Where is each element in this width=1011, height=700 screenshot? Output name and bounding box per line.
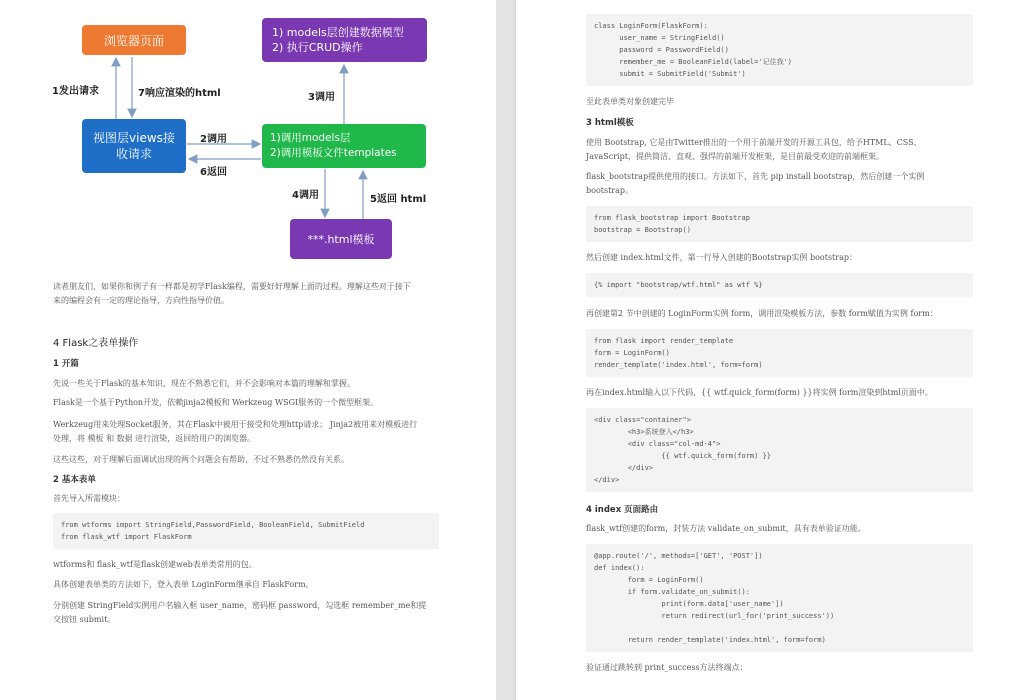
browser-page-box: 浏览器页面 — [82, 25, 186, 55]
s3-paragraph-2 — [586, 170, 924, 198]
label-call-4: 4调用 — [292, 190, 319, 201]
code-line: </div> — [594, 464, 654, 472]
code-line: render_template('index.html', form=form) — [594, 361, 763, 369]
s2-paragraph-3: 具体创建表单类的方法如下，登入表单 LoginForm继承自 FlaskForm。 — [53, 580, 314, 589]
code-block-loginform — [586, 14, 973, 86]
s3-paragraph-5: 再在index.html输入以下代码，{{ wtf.quick_form(form) }}将实例 form渲染到html页面中。 — [586, 388, 933, 397]
code-block-html — [586, 408, 973, 492]
s3-p1-line-1: 使用 Bootstrap, 它是由Twitter推出的一个用于前端开发的开源工具包，给予HTML、CSS、 — [586, 138, 922, 147]
code-line: return render_template('index.html', form=form) — [594, 636, 826, 644]
label-return-html-5: 5返回 html — [370, 194, 427, 205]
views-layer-box — [82, 119, 186, 173]
s2-p4-line-1: 分别创建 StringField实例用户名输入框 user_name，密码框 password，勾选框 remember_me和提 — [53, 601, 427, 610]
code-line: from flask import render_template — [594, 337, 734, 345]
s2-p4-line-2: 交按钮 submit。 — [53, 615, 116, 624]
page-left — [0, 0, 496, 700]
code-line: user_name = StringField() — [594, 34, 725, 42]
code-line: def index(): — [594, 564, 645, 572]
code-line: @app.route('/', methods=['GET', 'POST']) — [594, 552, 763, 560]
label-call-3: 3调用 — [308, 92, 335, 103]
s3-paragraph-4: 再创建第2 节中创建的 LoginForm实例 form，调用渲染模板方法，参数 form赋值为实例 form： — [586, 309, 938, 318]
label-respond-html: 7响应渲染的html — [138, 88, 221, 99]
label-send-request: 1发出请求 — [52, 86, 99, 97]
process-box — [262, 124, 426, 168]
code-line: {% import "bootstrap/wtf.html" as wtf %} — [594, 281, 763, 289]
subsection-4-title: 4 index 页面路由 — [586, 505, 659, 515]
intro-line-1: 读者朋友们，如果你和例子有一样都是初学Flask编程，需要好好理解上面的过程。理解这些对于接下 — [53, 282, 411, 291]
code-block-render — [586, 329, 973, 377]
intro-line-2: 来的编程会有一定的理论指导，方向性指导价值。 — [53, 296, 229, 305]
code-line: form = LoginForm() — [594, 349, 670, 357]
section-4-title: 4 Flask之表单操作 — [53, 338, 139, 349]
code-block-import-template — [586, 273, 973, 297]
page-right — [516, 0, 1011, 700]
s3-p1-line-2: JavaScript，提供简洁、直观、强悍的前端开发框架，是目前最受欢迎的前端框架。 — [586, 152, 884, 161]
code-line: class LoginForm(FlaskForm): — [594, 22, 708, 30]
s3-paragraph-1 — [586, 136, 922, 164]
s1-paragraph-4: 这些这些，对于理解后面调试出现的两个问题会有帮助，不过不熟悉仍然没有关系。 — [53, 455, 349, 464]
code-line: if form.validate_on_submit(): — [594, 588, 750, 596]
s2-paragraph-4 — [53, 599, 426, 627]
code-line: from flask_bootstrap import Bootstrap — [594, 214, 750, 222]
models-line-1: 1) models层创建数据模型 — [272, 26, 404, 39]
subsection-3-title: 3 html模板 — [586, 118, 634, 128]
form-done-text: 至此表单类对象创建完毕 — [586, 97, 674, 106]
s1-paragraph-2: Flask是一个基于Python开发，依赖jinja2模板和 Werkzeug WSGI服务的一个微型框架。 — [53, 398, 379, 407]
code-block-bootstrap — [586, 206, 973, 242]
code-line: print(form.data['user_name']) — [594, 600, 784, 608]
label-return-6: 6返回 — [200, 167, 227, 178]
code-block-imports — [53, 513, 439, 549]
views-line-1: 视图层views接 — [93, 131, 175, 145]
code-line: <div class="col-md-4"> — [594, 440, 721, 448]
label-call-2: 2调用 — [200, 134, 227, 145]
s1-p3-line-1: Werkzeug用来处理Socket服务，其在Flask中被用于接受和处理http请求； Jinja2被用来对模板进行 — [53, 420, 418, 429]
page-gap — [496, 0, 516, 700]
code-line: return redirect(url_for('print_success')) — [594, 612, 835, 620]
intro-paragraph — [53, 280, 411, 308]
s1-paragraph-1: 先说一些关于Flask的基本知识，现在不熟悉它们，并不会影响对本篇的理解和掌握。 — [53, 379, 355, 388]
s4-paragraph-2: 验证通过跳转到 print_success方法终端点： — [586, 663, 748, 672]
code-line: <div class="container"> — [594, 416, 691, 424]
code-line: submit = SubmitField('Submit') — [594, 70, 746, 78]
s2-paragraph-1: 首先导入所需模块： — [53, 494, 125, 503]
process-line-2: 2)调用模板文件templates — [270, 147, 397, 159]
code-line: password = PasswordField() — [594, 46, 729, 54]
s3-p2-line-1: flask_bootstrap提供使用的接口。方法如下，首先 pip install bootstrap，然后创建一个实例 — [586, 172, 925, 181]
s3-paragraph-3: 然后创建 index.html文件，第一行导入创建的Bootstrap实例 bootstrap： — [586, 253, 857, 262]
code-line: form = LoginForm() — [594, 576, 704, 584]
subsection-2-title: 2 基本表单 — [53, 475, 96, 485]
code-line: bootstrap = Bootstrap() — [594, 226, 691, 234]
models-layer-box — [262, 18, 427, 62]
s4-paragraph-1: flask_wtf创建的form，封装方法 validate_on_submit，具有表单验证功能。 — [586, 524, 866, 533]
code-line: remember_me = BooleanField(label='记住我') — [594, 58, 793, 66]
s3-p2-line-2: bootstrap。 — [586, 186, 634, 195]
views-line-2: 收请求 — [115, 147, 152, 161]
models-line-2: 2) 执行CRUD操作 — [272, 41, 363, 54]
code-block-route — [586, 544, 973, 652]
code-line: {{ wtf.quick_form(form) }} — [594, 452, 772, 460]
process-line-1: 1)调用models层 — [270, 132, 351, 144]
code-line — [594, 622, 965, 634]
subsection-1-title: 1 开篇 — [53, 359, 79, 369]
s1-p3-line-2: 处理，将 模板 和 数据 进行渲染，返回给用户的浏览器。 — [53, 434, 256, 443]
code-line: from wtforms import StringField,PasswordField, BooleanField, SubmitField — [61, 521, 365, 529]
mvc-flow-diagram — [52, 14, 442, 269]
s1-paragraph-3 — [53, 418, 417, 446]
code-line: <h3>系统登入</h3> — [594, 428, 694, 436]
code-line: </div> — [594, 476, 620, 484]
html-template-box: ***.html模板 — [290, 219, 392, 259]
code-line: from flask_wtf import FlaskForm — [61, 533, 192, 541]
s2-paragraph-2: wtforms和 flask_wtf是flask创建web表单类常用的包。 — [53, 560, 257, 569]
